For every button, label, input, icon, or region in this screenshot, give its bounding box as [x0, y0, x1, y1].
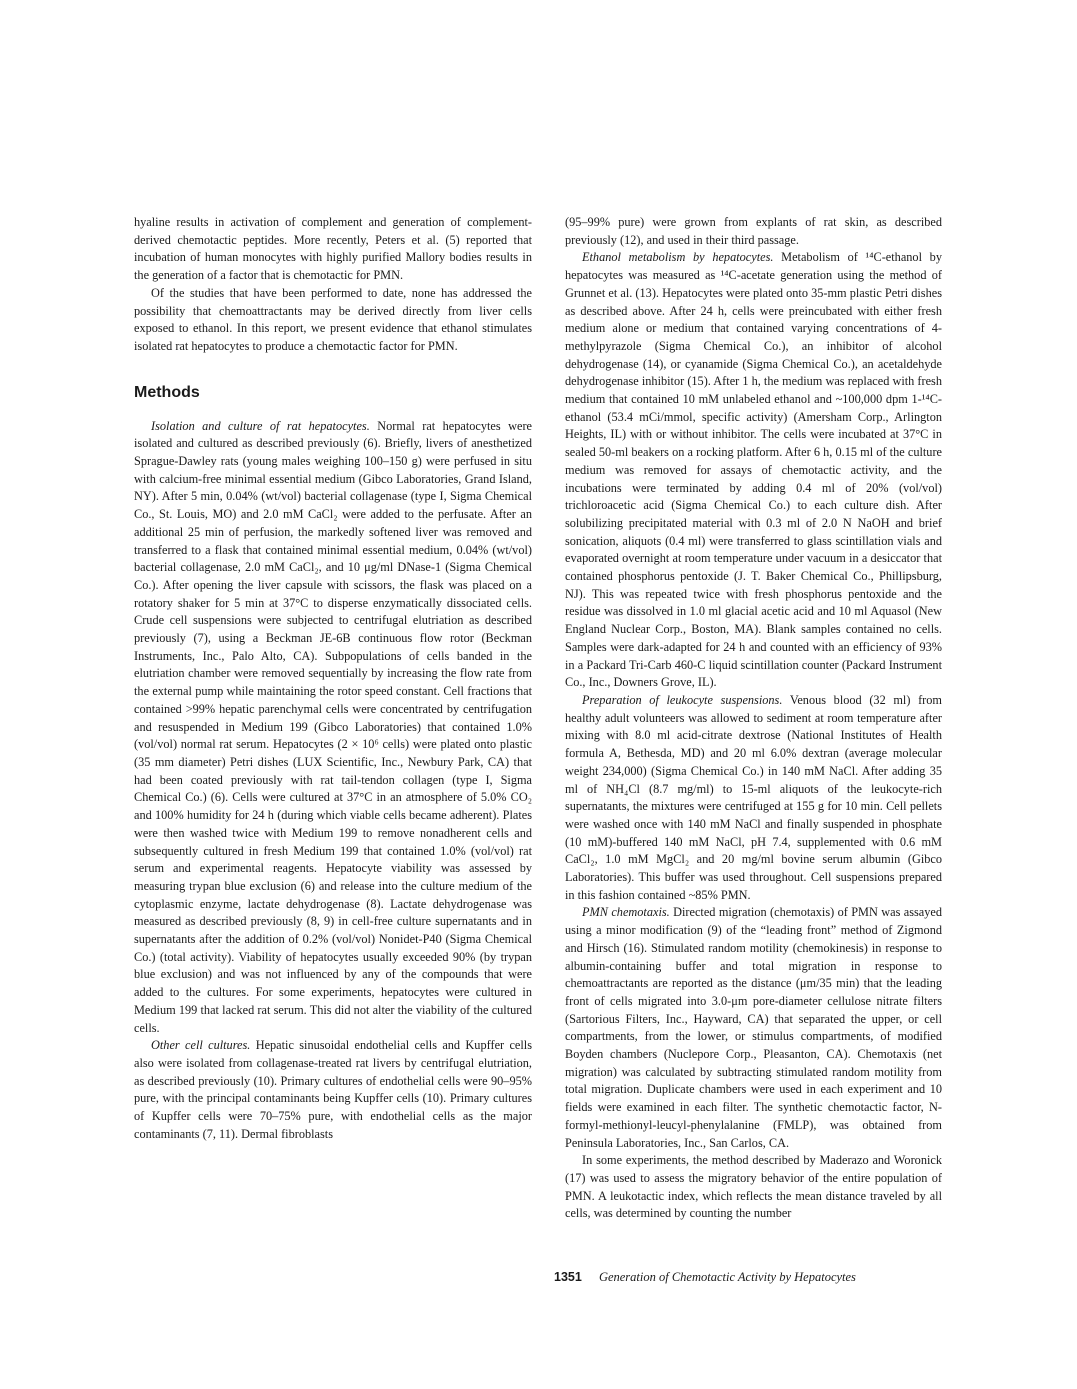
paragraph-some-experiments: In some experiments, the method described by Maderazo and Woronick (17) was used to assess the migratory behavior of the entire population of PMN. A leukotactic index, which reflects the mean distance traveled by all cells, was determined by counting the number [565, 1153, 942, 1221]
running-title: Generation of Chemotactic Activity by Hepatocytes [598, 1270, 856, 1284]
paragraph-ethanol-text: Metabolism of ¹⁴C-ethanol by hepatocytes was measured as ¹⁴C-acetate generation using the method of Grunnet et al. (13). Hepatocytes were plated onto 35-mm plastic Petri dishes as described above. After 24 h, cells were preincubated with either fresh medium alone or medium that contained varying concentrations of 4-methylpyrazole (Sigma Chemical Co.), an inhibitor of alcohol dehydrogenase (14), or cyanamide (Sigma Chemical Co.), an acetaldehyde dehydrogenase inhibitor (15). After 1 h, the medium was replaced with fresh medium that contained 10 mM unlabeled ethanol and ~100,000 dpm 1-¹⁴C-ethanol (53.4 mCi/mmol, specific activity) (Amersham Corp., Arlington Heights, IL) with or without inhibitor. The cells were incubated at 37°C in sealed 50-ml beakers on a rocking platform. After 6 h, 0.15 ml of the culture medium was removed for assays of chemotactic activity, and the incubations were terminated by adding 0.4 ml of 20% (vol/vol) trichloroacetic acid (Sigma Chemical Co.) to each culture dish. After solubilizing precipitated material with 0.3 ml of 2.0 N NaOH and brief sonication, aliquots (0.4 ml) were transferred to glass scintillation vials and evaporated overnight at room temperature under vacuum in a desiccator that contained phosphorus pentoxide (J. T. Baker Chemical Co., Phillipsburg, NJ). This was repeated twice with fresh phosphorus pentoxide and the residue was dissolved in 1.0 ml glacial acetic acid and 10 ml Aquasol (New England Nuclear Corp., Boston, MA). Blank samples contained no cells. Samples were dark-adapted for 24 h and counted with an efficiency of 93% in a Packard Tri-Carb 460-C liquid scintillation counter (Packard Instrument Co., Inc., Downers Grove, IL). [565, 250, 942, 690]
section-heading-methods: Methods [134, 383, 200, 401]
runin-heading-isolation: Isolation and culture of rat hepatocytes. [151, 418, 370, 433]
page-footer [554, 1270, 856, 1285]
intro-paragraph-1: hyaline results in activation of complement and generation of complement-derived chemotactic peptides. More recently, Peters et al. (5) reported that incubation of human monocytes with highly purified Mallory bodies results in the generation of a factor that is chemotactic for PMN. [134, 215, 532, 283]
runin-heading-pmn: PMN chemotaxis. [582, 905, 670, 920]
paragraph-other-cultures [134, 1037, 532, 1143]
runin-heading-leukocyte: Preparation of leukocyte suspensions. [582, 692, 783, 707]
paragraph-pmn-text: Directed migration (chemotaxis) of PMN was assayed using a minor modification (9) of the “leading front” method of Zigmond and Hirsch (16). Stimulated random motility (chemokinesis) in response to albumin-containing buffer and total migration in response to chemoattractants are reported as the distance (μm/35 min) that the leading front of cells migrated into 3.0-μm pore-diameter cellulose nitrate filters (Sartorious Filters, Inc., Hayward, CA) that separated the upper, or cell compartments, from the lower, or stimulus compartments, of modified Boyden chambers (Nuclepore Corp., Pleasanton, CA). Chemotaxis (net migration) was calculated by subtracting stimulated random motility from total migration. Duplicate chambers were used in each experiment and 10 fields were examined in each filter. The synthetic chemotactic factor, N-formyl-methionyl-leucyl-phenylalanine (FMLP), was obtained from Peninsula Laboratories, Inc., San Carlos, CA. [565, 905, 942, 1150]
runin-heading-other-cultures: Other cell cultures. [151, 1038, 251, 1053]
page-number: 1351 [554, 1270, 582, 1284]
paragraph-leukocyte-prep [565, 692, 942, 904]
intro-paragraph-2: Of the studies that have been performed to date, none has addressed the possibility that chemoattractants may be derived directly from liver cells exposed to ethanol. In this report, we present evidence that ethanol stimulates isolated rat hepatocytes to produce a chemotactic factor for PMN. [134, 285, 532, 353]
paragraph-isolation-text: Normal rat hepatocytes were isolated and cultured as described previously (6). Briefly, livers of anesthetized Sprague-Dawley rats (young males weighing 100–150 g) were perfused in situ with calcium-free minimal essential medium (Gibco Laboratories, Grand Island, NY). After 5 min, 0.04% (wt/vol) bacterial collagenase (type I, Sigma Chemical Co., St. Louis, MO) and 2.0 mM CaCl₂ were added to the perfusate. After an additional 25 min of perfusion, the markedly softened liver was removed and transferred to a flask that contained minimal essential medium, 0.04% (wt/vol) bacterial collagenase, 2.0 mM CaCl₂, and 10 μg/ml DNase-1 (Sigma Chemical Co.). After opening the liver capsule with scissors, the flask was placed on a rotatory shaker for 5 min at 37°C to disperse enzymatically dissociated cells. Crude cell suspensions were subjected to centrifugal elutriation as described previously (7), using a Beckman JE-6B continuous flow rotor (Beckman Instruments, Inc., Palo Alto, CA). Subpopulations of cells banded in the elutriation chamber were removed sequentially by increasing the flow rate from the external pump while maintaining the rotor speed constant. Cell fractions that contained >99% hepatic parenchymal cells were concentrated by centrifugation and resuspended in Medium 199 (Gibco Laboratories) that contained 1.0% (vol/vol) normal rat serum. Hepatocytes (2 × 10⁶ cells) were plated onto plastic (35 mm diameter) Petri dishes (LUX Scientific, Inc., Newbury Park, CA) that had been coated previously with rat tail-tendon collagen (type I, Sigma Chemical Co.) (6). Cells were cultured at 37°C in an atmosphere of 5.0% CO₂ and 100% humidity for 24 h (during which viable cells became adherent). Plates were then washed twice with Medium 199 to remove nonadherent cells and subsequently cultured in fresh Medium 199 that contained 1.0% (vol/vol) rat serum and experimental reagents. Hepatocyte viability was assessed by measuring trypan blue exclusion (6) and release into the culture medium of the cytoplasmic enzyme, lactate dehydrogenase (8). Lactate dehydrogenase was measured as described previously (8, 9) in cell-free culture supernatants and in supernatants after the addition of 0.2% (vol/vol) Nonidet-P40 (Sigma Chemical Co.) (total activity). Viability of hepatocytes usually exceeded 90% (by trypan blue exclusion) and was not influenced by any of the compounds that were added to the cultures. For some experiments, hepatocytes were cultured in Medium 199 that lacked rat serum. This did not alter the viability of the cultured cells. [134, 418, 533, 1035]
right-column [565, 214, 942, 1223]
paragraph-continued: (95–99% pure) were grown from explants of rat skin, as described previously (12), and used in their third passage. [565, 215, 942, 247]
left-column [134, 214, 532, 1143]
paragraph-ethanol-metabolism [565, 249, 942, 692]
runin-heading-ethanol: Ethanol metabolism by hepatocytes. [582, 250, 774, 265]
paragraph-pmn-chemotaxis [565, 904, 942, 1152]
paragraph-isolation [134, 418, 532, 1038]
paragraph-leukocyte-text: Venous blood (32 ml) from healthy adult volunteers was allowed to sediment at room temperature after mixing with 8.0 ml acid-citrate dextrose (National Institutes of Health formula A, Bethesda, MD) and 20 ml 6.0% dextran (average molecular weight 234,000) (Sigma Chemical Co.) in 140 mM NaCl. After adding 35 ml of NH₄Cl (8.7 mg/ml) to 15-ml aliquots of the leukocyte-rich supernatants, the mixtures were centrifuged at 155 g for 10 min. Cell pellets were washed once with 140 mM NaCl and finally suspended in phosphate (10 mM)-buffered 140 mM NaCl, pH 7.4, supplemented with 0.6 mM CaCl₂, 1.0 mM MgCl₂ and 20 mg/ml bovine serum albumin (Gibco Laboratories). This buffer was used throughout. Cell suspensions prepared in this fashion contained ~85% PMN. [565, 692, 942, 902]
paragraph-other-cultures-text: Hepatic sinusoidal endothelial cells and Kupffer cells also were isolated from collagenase-treated rat livers by centrifugal elutriation, as described previously (10). Primary cultures of endothelial cells were 90–95% pure, with the principal contaminants being Kupffer cells (10). Primary cultures of Kupffer cells were 70–75% pure, with endothelial cells as the major contaminants (7, 11). Dermal fibroblasts [134, 1038, 532, 1141]
